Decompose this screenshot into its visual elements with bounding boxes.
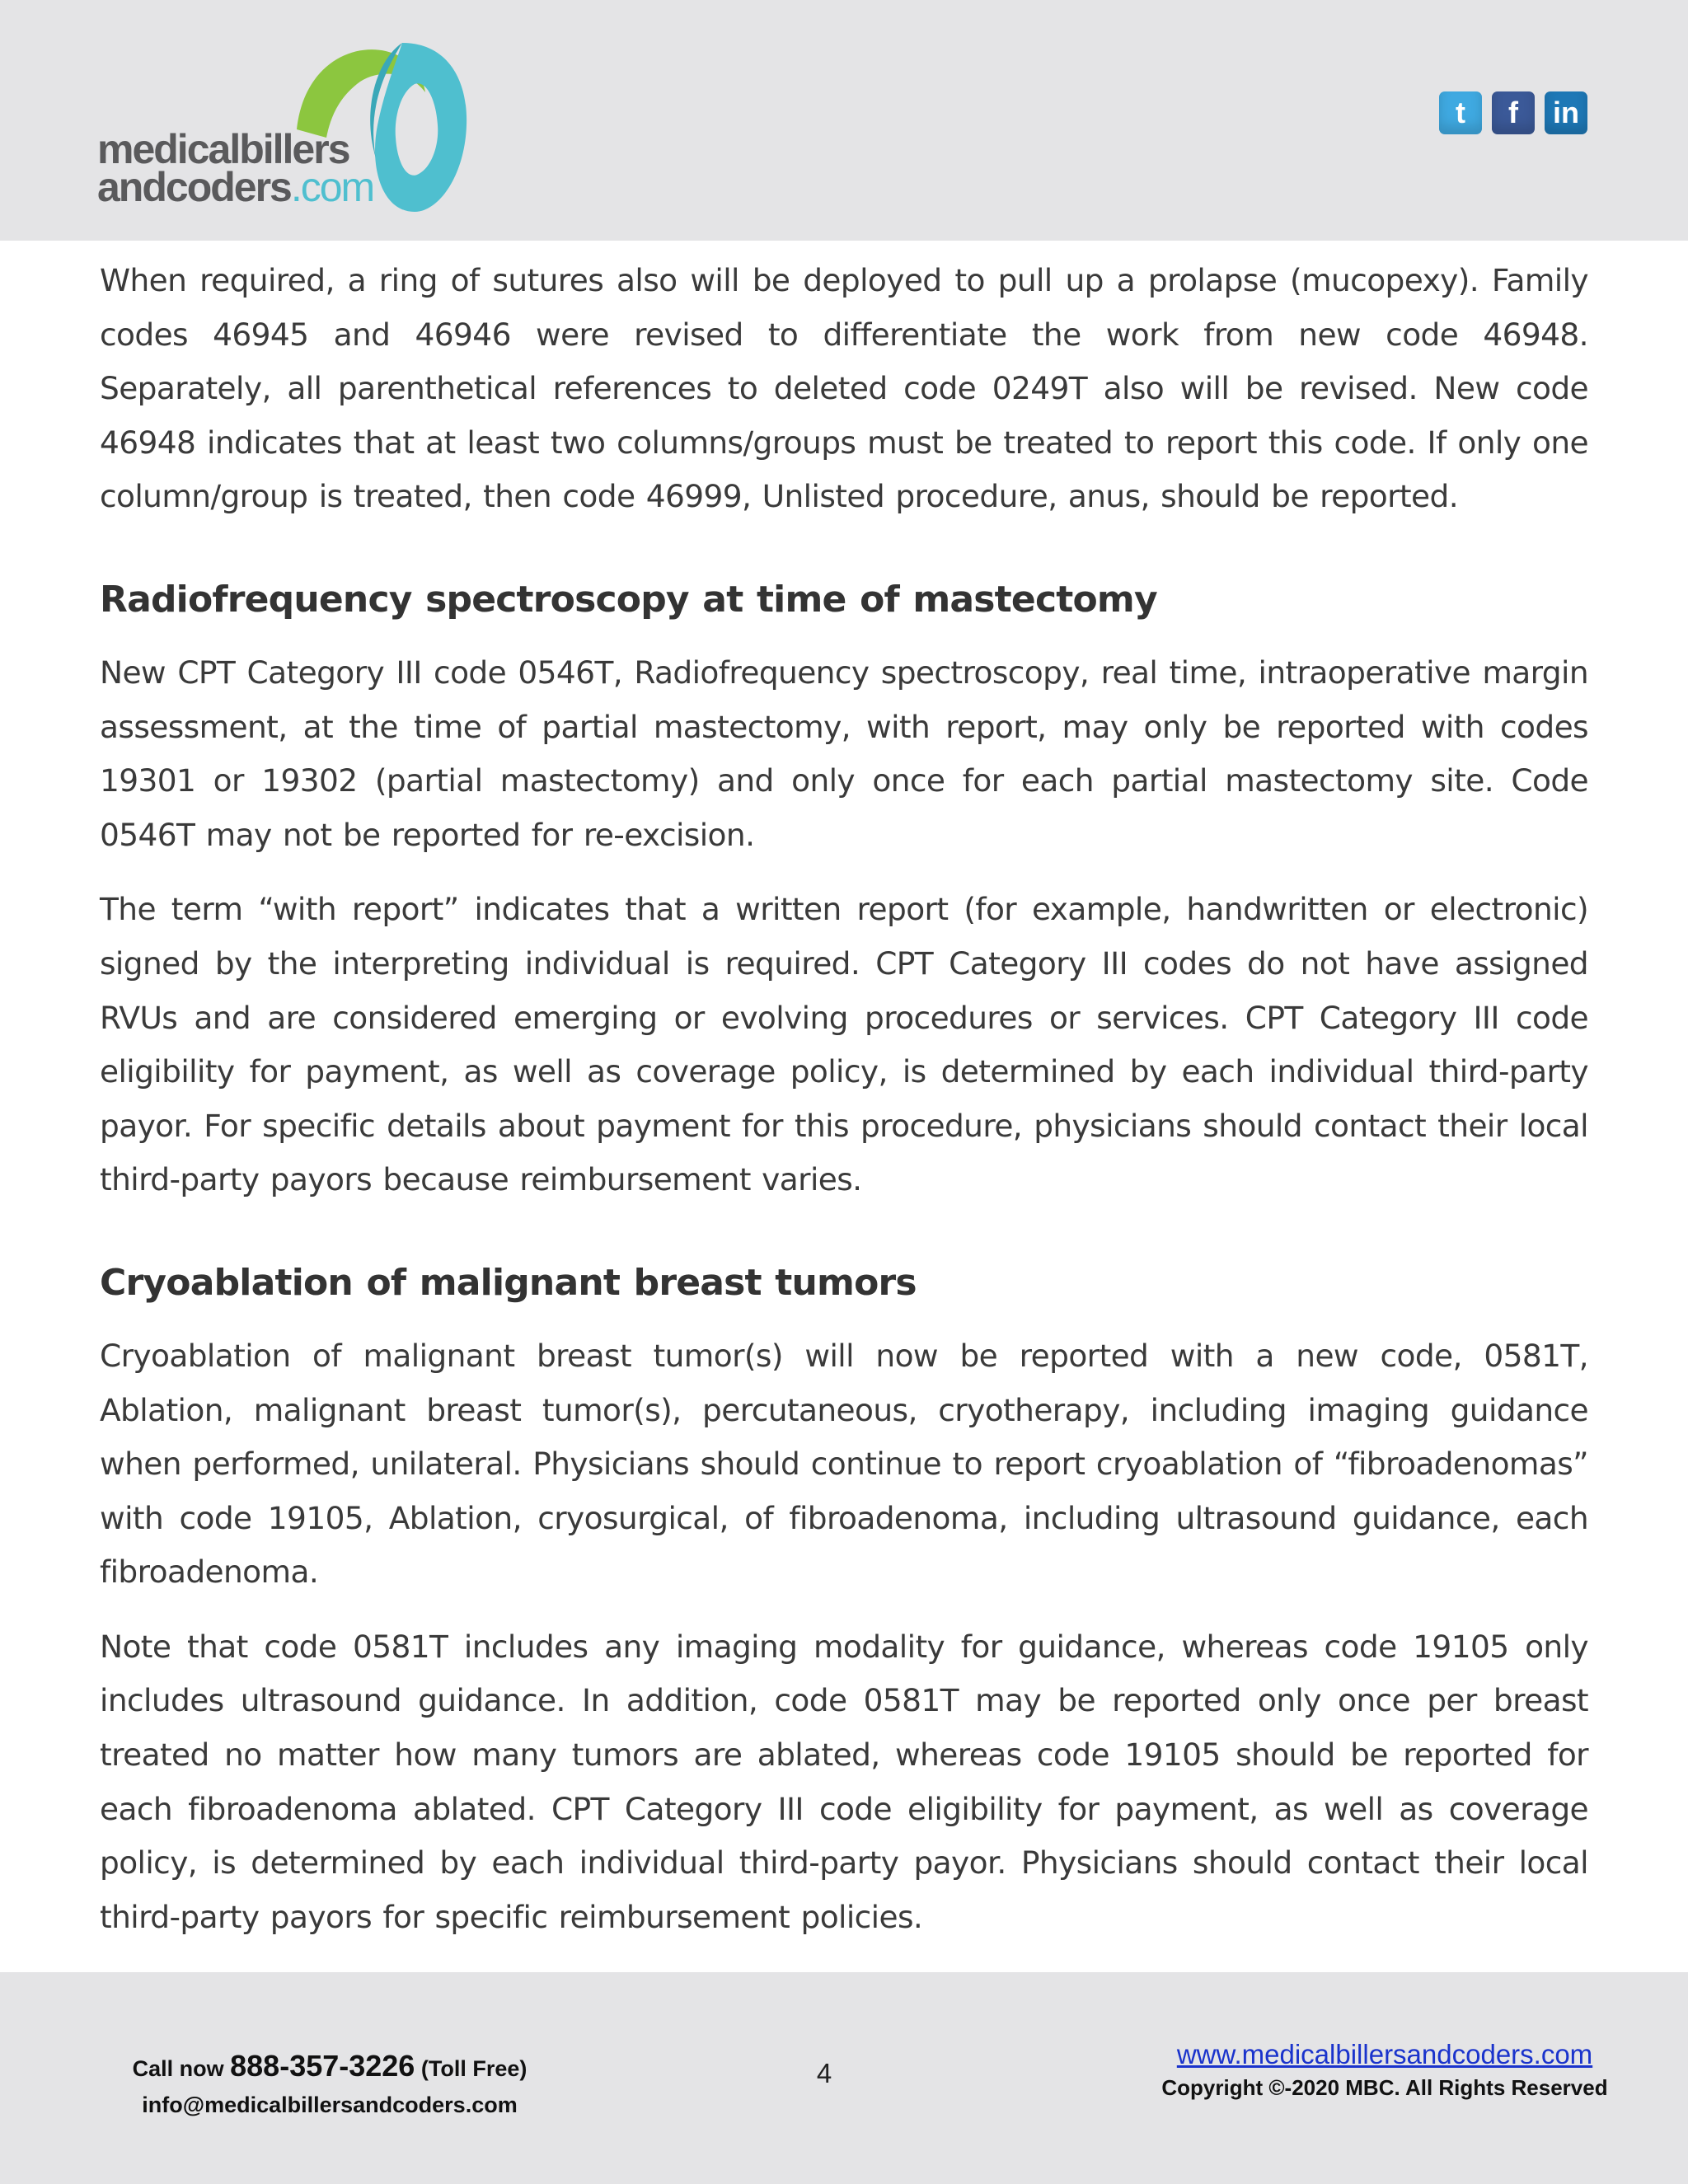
- facebook-icon[interactable]: [1492, 91, 1535, 134]
- section-heading-radiofrequency: Radiofrequency spectroscopy at time of mastectomy: [100, 578, 1157, 621]
- website-link[interactable]: www.medicalbillersandcoders.com: [1176, 2039, 1593, 2069]
- logo-text-tld: .com: [290, 164, 374, 210]
- footer-call-line: [0, 2048, 659, 2087]
- company-logo[interactable]: [97, 35, 476, 216]
- intro-paragraph: When required, a ring of sutures also will be deployed to pull up a prolapse (mucopexy). Family codes 46945 and 46946 were revised to differentiate the work from new code 46948. Separately, all parenthetical references to deleted code 0249T also will be revised. New code 46948 indicates that at least two columns/groups must be treated to report this code. If only one column/group is treated, then code 46999, Unlisted procedure, anus, should be reported.: [100, 262, 1588, 515]
- paragraph-cryoablation-2: Note that code 0581T includes any imaging modality for guidance, whereas code 19105 only includes ultrasound guidance. In addition, code 0581T may be reported only once per breast treated no matter how many tumors are ablated, whereas code 19105 should be reported for each fibroadenoma ablated. CPT Category III code eligibility for payment, as well as coverage policy, is determined by each individual third-party payor. Physicians should contact their local third-party payors for specific reimbursement policies.: [100, 1628, 1588, 1935]
- article-body: [100, 254, 1588, 1944]
- paragraph-radiofrequency-1: New CPT Category III code 0546T, Radiofrequency spectroscopy, real time, intraoperative margin assessment, at the time of partial mastectomy, with report, may only be reported with codes 19301 or 19302 (partial mastectomy) and only once for each partial mastectomy site. Code 0546T may not be reported for re-excision.: [100, 654, 1588, 853]
- copyright-text: Copyright ©-2020 MBC. All Rights Reserved: [1161, 2075, 1608, 2100]
- page-footer: [0, 1972, 1688, 2184]
- paragraph-radiofrequency-2: The term “with report” indicates that a written report (for example, handwritten or electronic) signed by the interpreting individual is required. CPT Category III codes do not have assigned RVUs and are considered emerging or evolving procedures or services. CPT Category III code eligibility for payment, as well as coverage policy, is determined by each individual third-party payor. For specific details about payment for this procedure, physicians should contact their local third-party payors because reimbursement varies.: [100, 891, 1588, 1198]
- twitter-glyph: t: [1456, 96, 1465, 129]
- logo-text-line2: [97, 166, 373, 208]
- twitter-icon[interactable]: [1439, 91, 1482, 134]
- linkedin-icon[interactable]: [1545, 91, 1587, 134]
- footer-contact: [0, 2048, 659, 2123]
- phone-number[interactable]: 888-357-3226: [230, 2049, 415, 2083]
- page-number: 4: [816, 2058, 832, 2088]
- logo-text-main: andcoders: [97, 164, 291, 210]
- section-heading-cryoablation: Cryoablation of malignant breast tumors: [100, 1261, 917, 1304]
- paragraph-cryoablation-1: Cryoablation of malignant breast tumor(s) will now be reported with a new code, 0581T, Ablation, malignant breast tumor(s), percutaneous, cryotherapy, including imaging guidance when performed, unilateral. Physicians should continue to report cryoablation of “fibroadenomas” with code 19105, Ablation, cryosurgical, of fibroadenoma, including ultrasound guidance, each fibroadenoma.: [100, 1337, 1588, 1591]
- call-prefix: Call now: [132, 2056, 224, 2081]
- toll-free-label: (Toll Free): [420, 2056, 528, 2081]
- social-links: [1439, 91, 1587, 134]
- facebook-glyph: f: [1508, 96, 1518, 129]
- footer-site-info: [1129, 2036, 1640, 2102]
- logo-text-line1: medicalbillers: [97, 126, 349, 172]
- linkedin-glyph: in: [1553, 96, 1579, 129]
- page-header: [0, 0, 1688, 241]
- footer-email[interactable]: info@medicalbillersandcoders.com: [142, 2093, 518, 2117]
